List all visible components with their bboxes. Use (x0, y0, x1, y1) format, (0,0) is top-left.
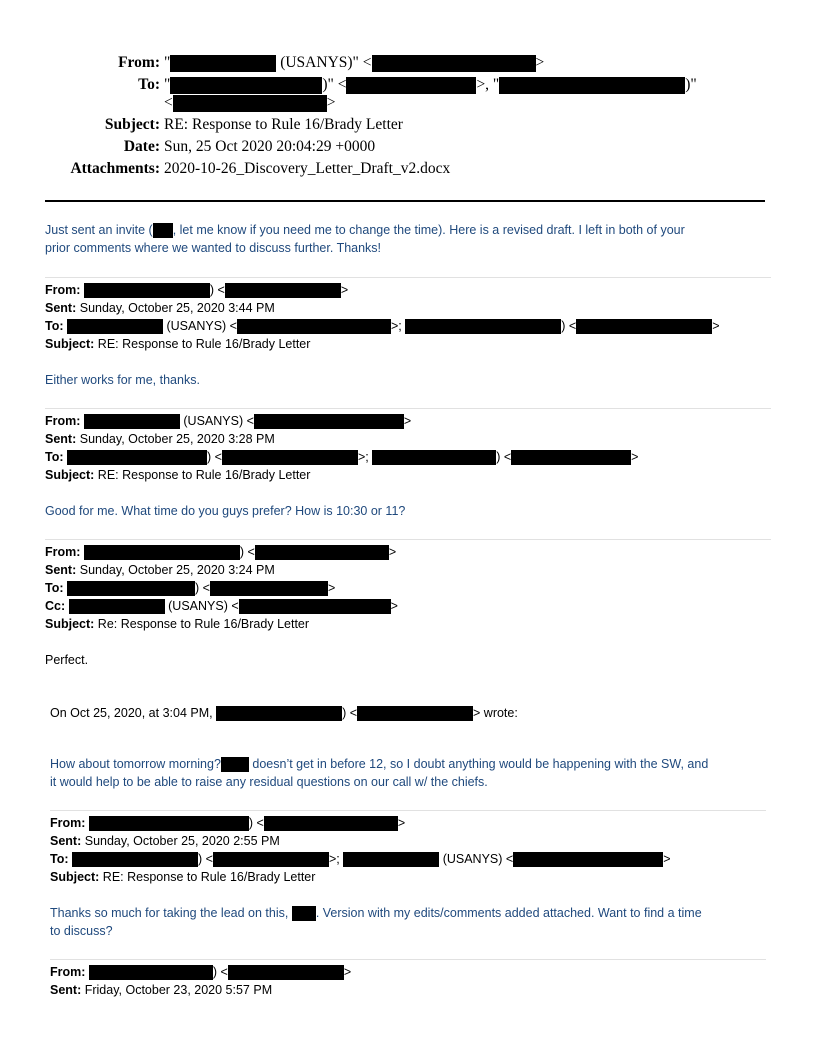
redaction-block (67, 319, 163, 334)
redaction-block (216, 706, 342, 721)
redaction-block (89, 816, 249, 831)
message-body-1: Just sent an invite ( , let me know if you need me to change the time). Here is a revised draft. I left in both of your prior comments where we wanted to discuss further. Thanks! (45, 223, 685, 255)
redaction-block (405, 319, 561, 334)
redaction-block (221, 757, 249, 772)
message-divider (45, 408, 771, 409)
redaction-block (264, 816, 398, 831)
redaction-block (254, 414, 404, 429)
redaction-block (170, 77, 322, 94)
redaction-block (499, 77, 685, 94)
header-attachments-label: Attachments: (70, 160, 160, 177)
redaction-block (84, 545, 240, 560)
quoted-cc-row: Cc: (USANYS) < > (45, 599, 398, 613)
quote-attribution: On Oct 25, 2020, at 3:04 PM, ) < > wrote: (50, 706, 518, 720)
redaction-block (222, 450, 358, 465)
header-subject-row (0, 116, 816, 134)
redaction-block (343, 852, 439, 867)
redaction-block (239, 599, 391, 614)
quoted-to-row: To: ) < > (45, 581, 336, 595)
message-divider (50, 959, 766, 960)
quoted-sent-row: Sent: Sunday, October 25, 2020 3:28 PM (45, 432, 275, 446)
header-to-row (0, 76, 816, 94)
header-date-value: Sun, 25 Oct 2020 20:04:29 +0000 (164, 138, 376, 155)
quoted-sent-row: Sent: Sunday, October 25, 2020 3:24 PM (45, 563, 275, 577)
quoted-from-row: From: ) < > (50, 965, 352, 979)
quoted-from-row: From: ) < > (45, 545, 397, 559)
redaction-block (228, 965, 344, 980)
header-attachments-row (0, 160, 816, 178)
header-from-label: From: (118, 54, 160, 71)
redaction-block (210, 581, 328, 596)
quoted-subject-row: Subject: RE: Response to Rule 16/Brady Letter (45, 337, 311, 351)
message-divider (45, 277, 771, 278)
redaction-block (255, 545, 389, 560)
quoted-to-row: To: ) < >; ) < > (45, 450, 639, 464)
header-divider (45, 200, 765, 202)
redaction-block (511, 450, 631, 465)
redaction-block (237, 319, 391, 334)
redaction-block (173, 95, 327, 112)
redaction-block (84, 283, 210, 298)
message-divider (50, 810, 766, 811)
header-to-label: To: (138, 76, 160, 93)
redaction-block (346, 77, 476, 94)
redaction-block (84, 414, 180, 429)
quoted-to-row: To: (USANYS) < >; ) < > (45, 319, 720, 333)
attachment-filename[interactable]: 2020-10-26_Discovery_Letter_Draft_v2.docx (164, 160, 451, 177)
redaction-block (372, 55, 536, 72)
redaction-block (213, 852, 329, 867)
redaction-block (72, 852, 198, 867)
redaction-block (69, 599, 165, 614)
redaction-block (89, 965, 213, 980)
header-from-row (0, 54, 816, 72)
quoted-from-row: From: ) < > (45, 283, 349, 297)
header-to-row-2: < > (164, 94, 336, 111)
message-body-4: Perfect. (45, 653, 89, 667)
header-subject-label: Subject: (104, 116, 160, 133)
quoted-sent-row: Sent: Friday, October 23, 2020 5:57 PM (50, 983, 273, 997)
redaction-block (357, 706, 473, 721)
message-divider (45, 539, 771, 540)
redaction-block (292, 906, 316, 921)
redaction-block (67, 581, 195, 596)
quoted-from-row: From: ) < > (50, 816, 406, 830)
redaction-block (576, 319, 712, 334)
redaction-block (225, 283, 341, 298)
header-from-value: " (USANYS)" < > (164, 54, 545, 71)
quoted-sent-row: Sent: Sunday, October 25, 2020 2:55 PM (50, 834, 280, 848)
message-body-2: Either works for me, thanks. (45, 373, 200, 387)
quoted-subject-row: Subject: Re: Response to Rule 16/Brady Letter (45, 617, 310, 631)
header-date-row (0, 138, 816, 156)
redaction-block (170, 55, 276, 72)
header-to-value: " )" < >, " )" (164, 76, 697, 93)
message-body-6: Thanks so much for taking the lead on this, . Version with my edits/comments added attached. Want to find a time to discuss? (50, 906, 702, 938)
quoted-from-row: From: (USANYS) < > (45, 414, 412, 428)
redaction-block (153, 223, 173, 238)
message-body-3: Good for me. What time do you guys prefer? How is 10:30 or 11? (45, 504, 406, 518)
redaction-block (67, 450, 207, 465)
quoted-to-row: To: ) < >; (USANYS) < > (50, 852, 671, 866)
quoted-subject-row: Subject: RE: Response to Rule 16/Brady Letter (50, 870, 316, 884)
redaction-block (513, 852, 663, 867)
message-body-5: How about tomorrow morning? doesn’t get in before 12, so I doubt anything would be happening with the SW, and it would help to be able to raise any residual questions on our call w/ the chiefs. (50, 757, 709, 789)
quoted-sent-row: Sent: Sunday, October 25, 2020 3:44 PM (45, 301, 275, 315)
quoted-subject-row: Subject: RE: Response to Rule 16/Brady Letter (45, 468, 311, 482)
header-subject-value: RE: Response to Rule 16/Brady Letter (164, 116, 403, 133)
redaction-block (372, 450, 496, 465)
header-date-label: Date: (123, 138, 160, 155)
